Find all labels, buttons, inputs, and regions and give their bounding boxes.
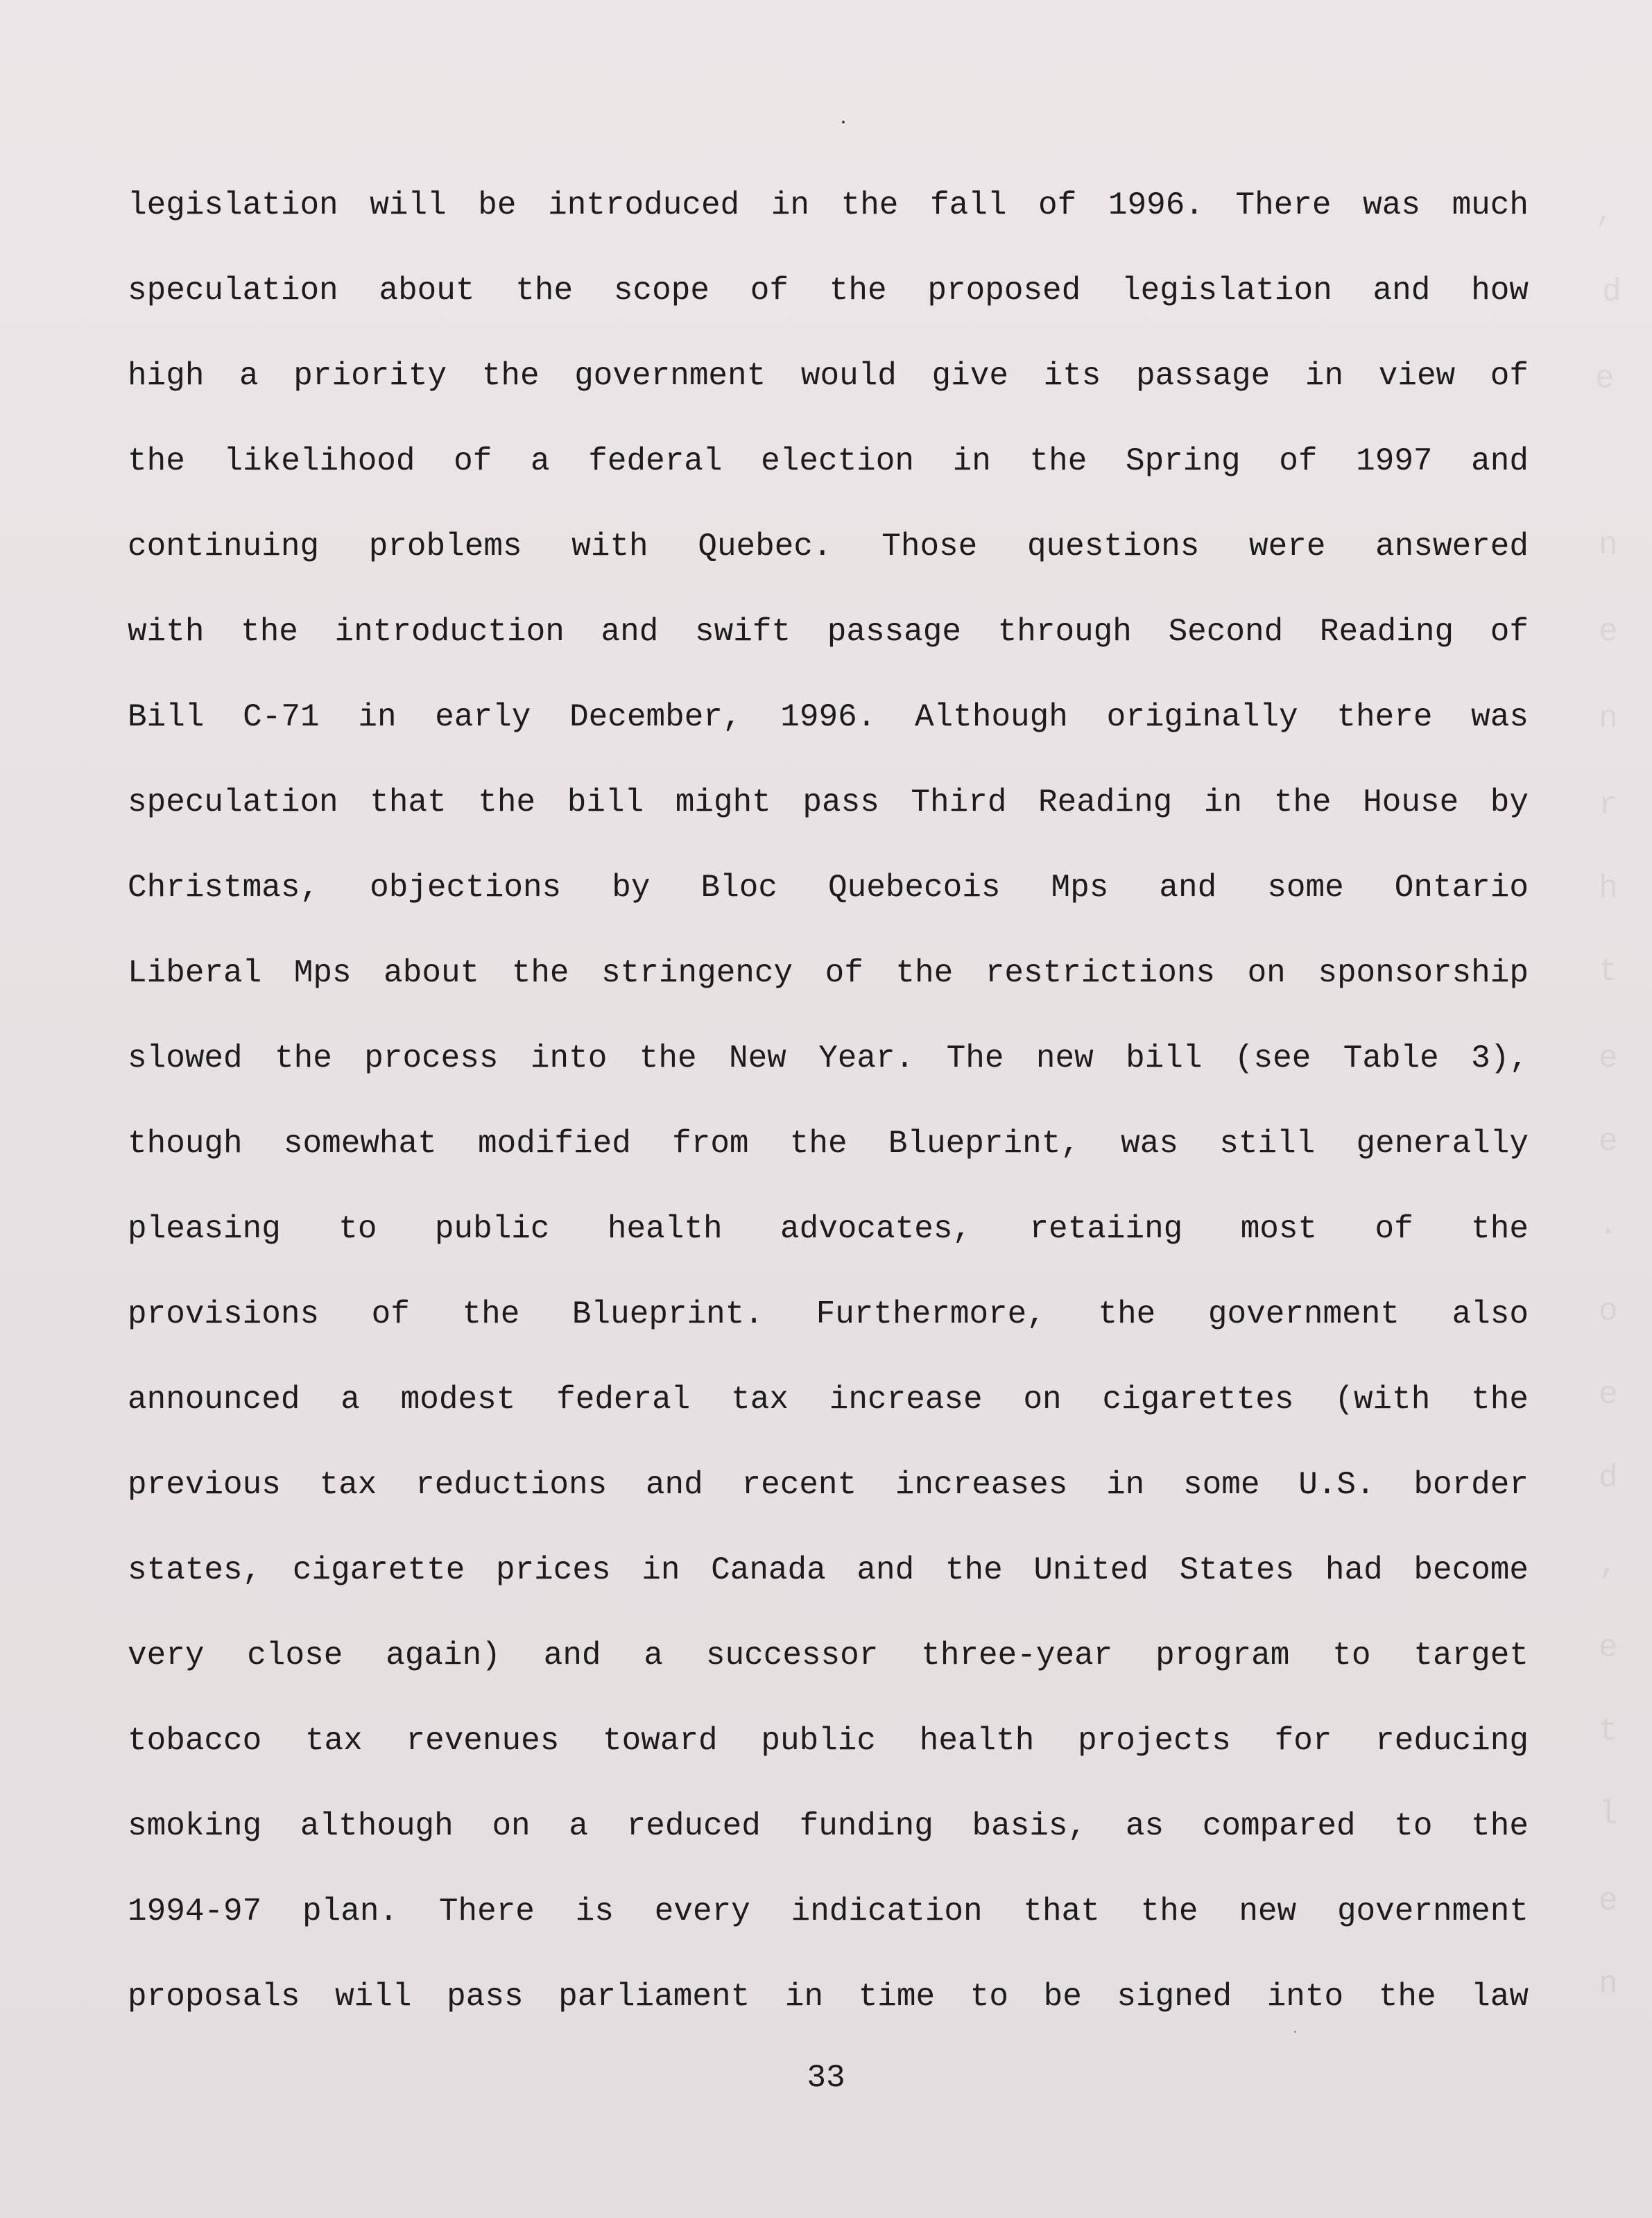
text-line: tobacco tax revenues toward public health projects for reducing [128,1723,1529,1759]
bleed-through-mark: . [1599,1207,1618,1243]
bleed-through-mark: d [1599,1460,1618,1496]
text-line: high a priority the government would give its passage in view of [128,358,1529,394]
bleed-through-mark: o [1599,1293,1618,1330]
text-line: speculation that the bill might pass Third Reading in the House by [128,784,1529,820]
text-line: provisions of the Blueprint. Furthermore, the government also [128,1296,1529,1332]
bleed-through-mark: n [1599,527,1618,563]
bleed-through-mark: t [1599,1713,1618,1749]
bleed-through-mark: e [1599,1377,1618,1413]
bleed-through-mark: e [1599,1883,1618,1919]
dust-speck [842,121,845,123]
bleed-through-mark: e [1599,1124,1618,1160]
text-line: states, cigarette prices in Canada and the United States had become [128,1552,1529,1588]
bleed-through-mark: e [1599,614,1618,650]
text-line: pleasing to public health advocates, retaiing most of the [128,1211,1529,1247]
text-line: Christmas, objections by Bloc Quebecois Mps and some Ontario [128,870,1529,906]
text-line: proposals will pass parliament in time to be signed into the law [128,1979,1529,2015]
bleed-through-mark: , [1599,1547,1618,1583]
bleed-through-mark: t [1599,954,1618,990]
text-line: slowed the process into the New Year. The new bill (see Table 3), [128,1040,1529,1076]
bleed-through-mark: l [1599,1796,1618,1832]
text-line: though somewhat modified from the Blueprint, was still generally [128,1126,1529,1162]
text-line: Liberal Mps about the stringency of the restrictions on sponsorship [128,955,1529,991]
text-line: continuing problems with Quebec. Those questions were answered [128,528,1529,565]
page-number: 33 [807,2060,845,2096]
bleed-through-mark: e [1599,1630,1618,1666]
bleed-through-mark: n [1599,700,1618,737]
text-line: Bill C-71 in early December, 1996. Although originally there was [128,699,1529,735]
bleed-through-mark: d [1602,274,1621,310]
text-line: announced a modest federal tax increase on cigarettes (with the [128,1382,1529,1418]
body-text [128,173,1529,2050]
text-line: 1994-97 plan. There is every indication that the new government [128,1893,1529,1929]
text-line: very close again) and a successor three-year program to target [128,1637,1529,1674]
text-line: previous tax reductions and recent increases in some U.S. border [128,1467,1529,1503]
text-line: with the introduction and swift passage through Second Reading of [128,614,1529,650]
text-line: legislation will be introduced in the fall of 1996. There was much [128,187,1529,223]
bleed-through-mark: e [1595,361,1615,397]
bleed-through-mark: n [1599,1966,1618,2002]
text-line: the likelihood of a federal election in the Spring of 1997 and [128,443,1529,479]
text-line: smoking although on a reduced funding basis, as compared to the [128,1808,1529,1844]
bleed-through-mark: e [1599,1040,1618,1076]
bleed-through-mark: r [1599,787,1618,823]
text-line: speculation about the scope of the proposed legislation and how [128,273,1529,309]
bleed-through-mark: , [1595,194,1615,230]
bleed-through-mark: h [1599,870,1618,906]
